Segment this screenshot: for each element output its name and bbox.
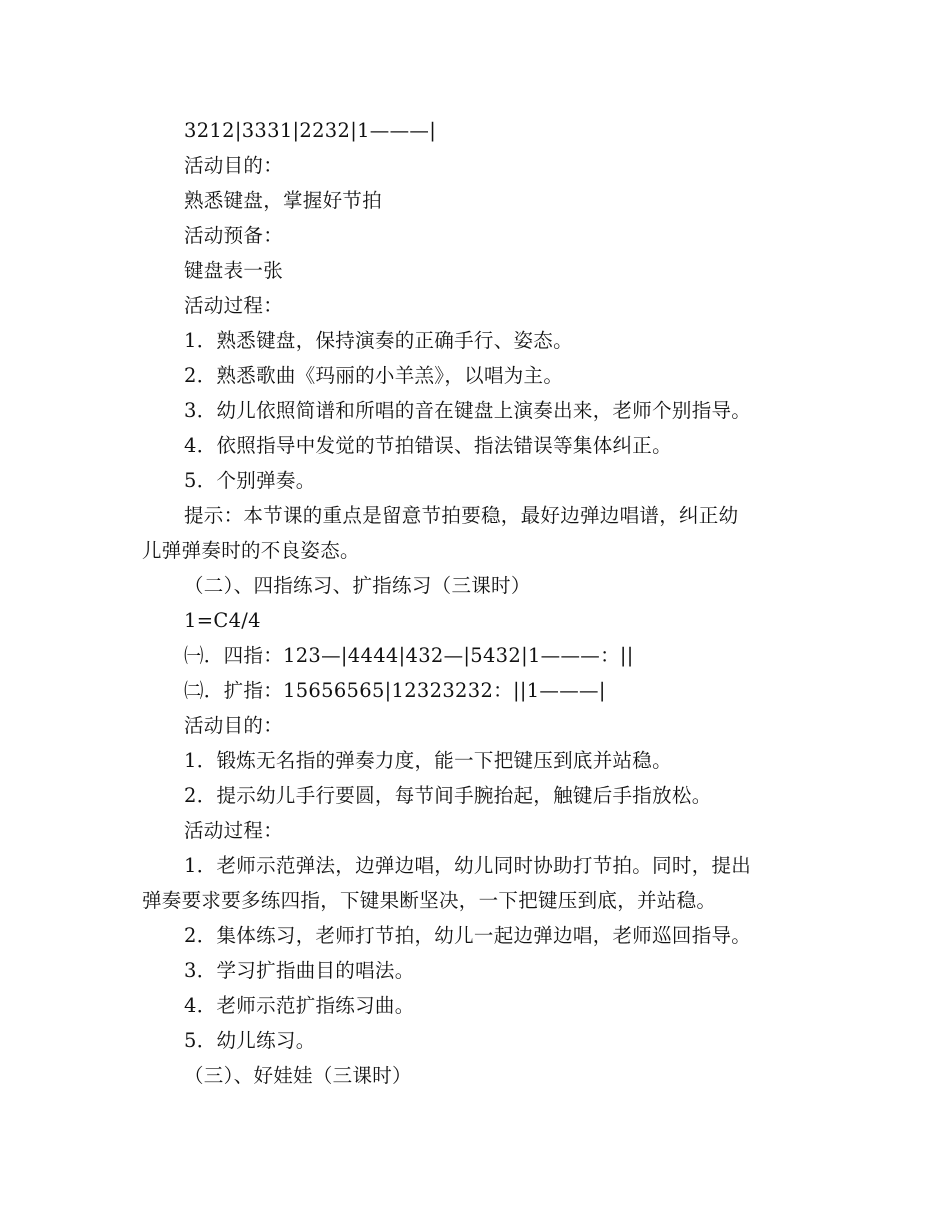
goal-item-1: 1．锻炼无名指的弹奏力度，能一下把键压到底并站稳。: [184, 749, 672, 772]
process-step-3: 3．幼儿依照简谱和所唱的音在键盘上演奏出来，老师个别指导。: [184, 399, 752, 422]
process2-step-1-line-1: 1．老师示范弹法，边弹边唱，幼儿同时协助打节拍。同时，提出: [184, 854, 752, 877]
heading-activity-process: 活动过程：: [184, 294, 284, 317]
section-heading-2: （二）、四指练习、扩指练习（三课时）: [184, 574, 531, 597]
section-heading-3: （三）、好娃娃（三课时）: [184, 1064, 412, 1087]
process2-step-2: 2．集体练习，老师打节拍，幼儿一起边弹边唱，老师巡回指导。: [184, 924, 752, 947]
process-step-4: 4．依照指导中发觉的节拍错误、指法错误等集体纠正。: [184, 434, 672, 457]
goal-text: 熟悉键盘，掌握好节拍: [184, 189, 383, 212]
process2-step-4: 4．老师示范扩指练习曲。: [184, 994, 415, 1017]
tip-paragraph-line-2: 儿弹弹奏时的不良姿态。: [142, 539, 360, 562]
notation-line-1: 3212|3331|2232|1———|: [184, 119, 437, 142]
heading-activity-goal-2: 活动目的：: [184, 714, 284, 737]
heading-activity-prep: 活动预备：: [184, 224, 284, 247]
process2-step-5: 5．幼儿练习。: [184, 1029, 316, 1052]
process2-step-3: 3．学习扩指曲目的唱法。: [184, 959, 415, 982]
heading-activity-process-2: 活动过程：: [184, 819, 284, 842]
spread-finger-notation: ㈡．扩指：15656565|12323232：||1———|: [184, 679, 606, 702]
tip-paragraph-line-1: 提示：本节课的重点是留意节拍要稳，最好边弹边唱谱，纠正幼: [184, 504, 739, 527]
process-step-5: 5．个别弹奏。: [184, 469, 316, 492]
prep-text: 键盘表一张: [184, 259, 284, 282]
process-step-2: 2．熟悉歌曲《玛丽的小羊羔》，以唱为主。: [184, 364, 564, 387]
process2-step-1-line-2: 弹奏要求要多练四指，下键果断坚决，一下把键压到底，并站稳。: [142, 889, 717, 912]
four-finger-notation: ㈠．四指：123—|4444|432—|5432|1———：||: [184, 644, 634, 667]
heading-activity-goal: 活动目的：: [184, 154, 284, 177]
process-step-1: 1．熟悉键盘，保持演奏的正确手行、姿态。: [184, 329, 573, 352]
goal-item-2: 2．提示幼儿手行要圆，每节间手腕抬起，触键后手指放松。: [184, 784, 712, 807]
key-signature: 1=C4/4: [184, 609, 261, 632]
